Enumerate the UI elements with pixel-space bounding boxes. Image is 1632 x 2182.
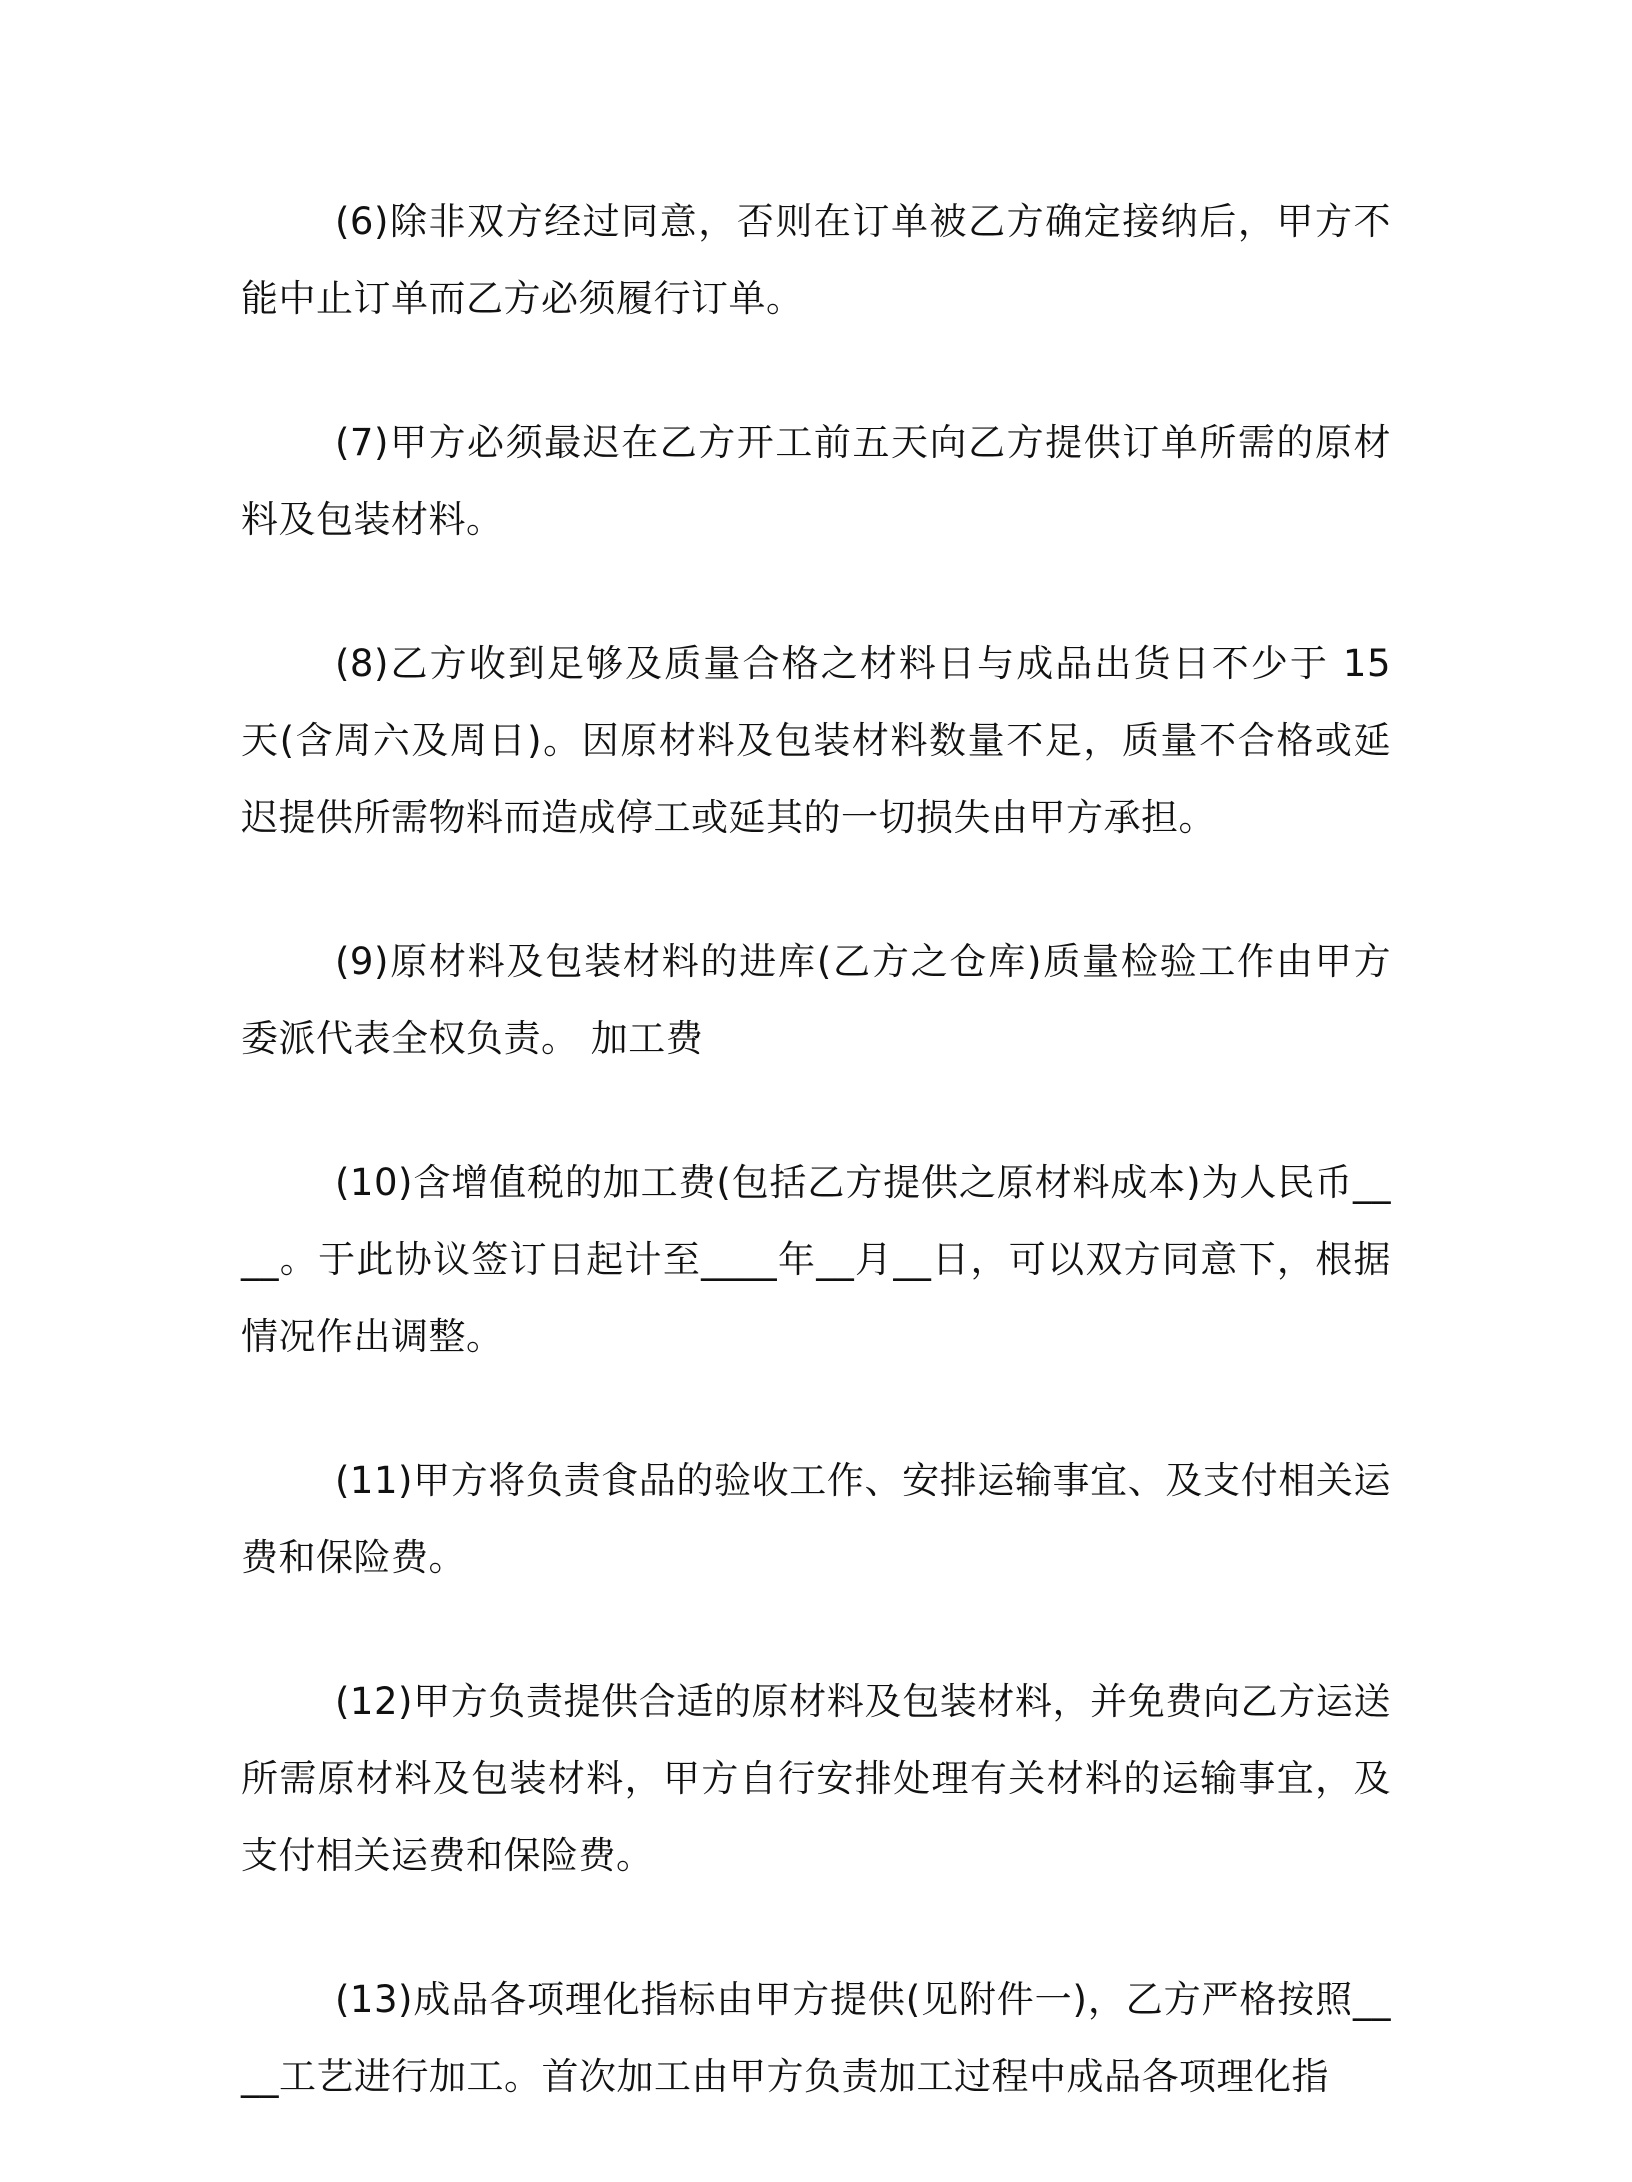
clause-12: (12)甲方负责提供合适的原材料及包装材料，并免费向乙方运送所需原材料及包装材料，甲方自行安排处理有关材料的运输事宜，及支付相关运费和保险费。 [241, 1680, 1391, 1877]
document-body [241, 183, 1391, 2182]
clause-8: (8)乙方收到足够及质量合格之材料日与成品出货日不少于 15 天(含周六及周日)。因原材料及包装材料数量不足，质量不合格或延迟提供所需物料而造成停工或延其的一切损失由甲方承担。 [241, 642, 1391, 839]
clause-6: (6)除非双方经过同意，否则在订单被乙方确定接纳后，甲方不能中止订单而乙方必须履行订单。 [241, 200, 1391, 320]
clause-10: (10)含增值税的加工费(包括乙方提供之原材料成本)为人民币____。于此协议签订日起计至____年__月__日，可以双方同意下，根据情况作出调整。 [241, 1161, 1391, 1358]
clause-11: (11)甲方将负责食品的验收工作、安排运输事宜、及支付相关运费和保险费。 [241, 1459, 1391, 1579]
clause-7: (7)甲方必须最迟在乙方开工前五天向乙方提供订单所需的原材料及包装材料。 [241, 421, 1391, 541]
clause-9: (9)原材料及包装材料的进库(乙方之仓库)质量检验工作由甲方委派代表全权负责。 加工费 [241, 940, 1391, 1060]
clause-13: (13)成品各项理化指标由甲方提供(见附件一)，乙方严格按照____工艺进行加工。首次加工由甲方负责加工过程中成品各项理化指 [241, 1978, 1391, 2098]
